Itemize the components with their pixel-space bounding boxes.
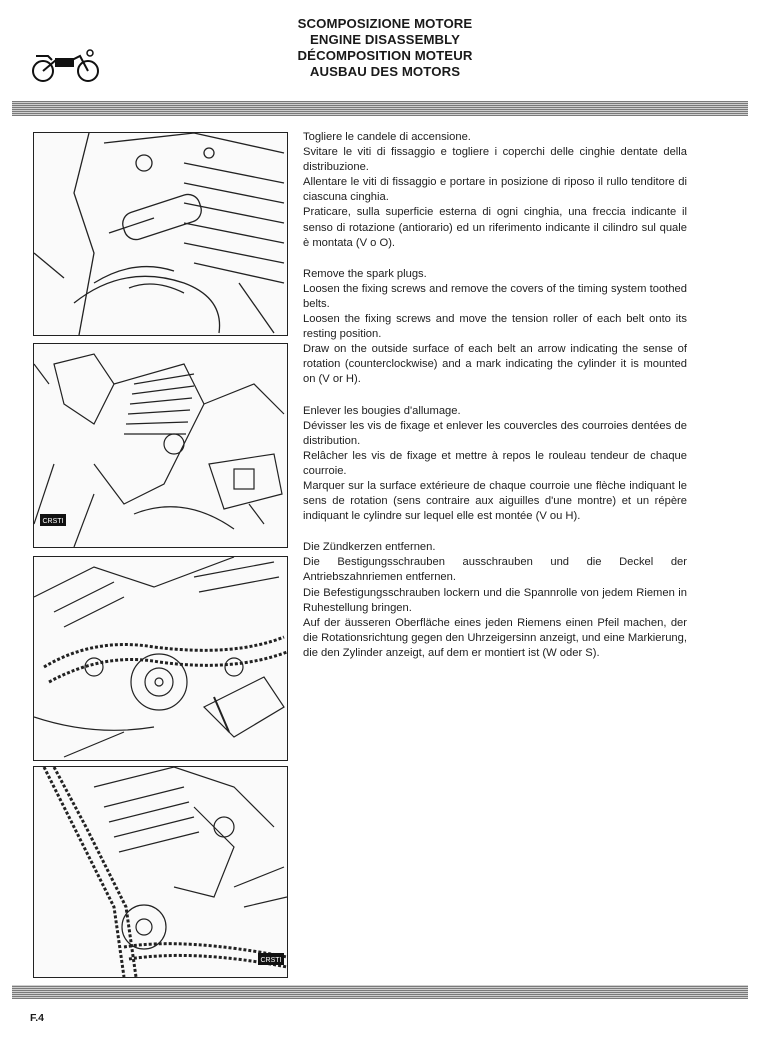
title-french: DÉCOMPOSITION MOTEUR: [297, 48, 473, 63]
it-line-4: Praticare, sulla superficie esterna di ogni cinghia, una freccia indicante il senso di rotazione (antiorario) ed un riferimento indicante il cilindro sul quale è montata (V o O).: [303, 206, 687, 249]
en-line-2: Loosen the fixing screws and remove the covers of the timing system toothed belts.: [303, 282, 687, 310]
de-line-4: Auf der äusseren Oberfläche eines jeden Riemens einen Pfeil machen, der die Rotationsrichtung gegen den Uhrzeigersinn anzeigt, und eine Markierung, die den Zylinder anzeigt, auf dem er montiert ist (W oder S).: [303, 616, 687, 659]
belt-cover-removal-figure: [34, 344, 287, 547]
it-line-3: Allentare le viti di fissaggio e portare in posizione di riposo il rullo tenditore di ciascuna cinghia.: [303, 176, 687, 204]
fr-line-2: Dévisser les vis de fixage et enlever les couvercles des courroies dentées de distribution.: [303, 419, 687, 447]
belt-marking-figure: [34, 767, 287, 977]
title-german: AUSBAU DES MOTORS: [309, 64, 461, 79]
title-english: ENGINE DISASSEMBLY: [309, 32, 461, 47]
de-line-1: Die Zündkerzen entfernen.: [303, 541, 436, 554]
figure-tag-2: CRSTI: [42, 518, 64, 525]
motorcycle-logo: [30, 48, 102, 84]
figure-belt-cover-removal: [33, 343, 288, 548]
de-line-2: Die Bestigungsschrauben ausschrauben und die Deckel der Antriebszahnriemen entfernen.: [303, 556, 687, 584]
motorcycle-icon: [30, 48, 102, 84]
footer-divider-band: [12, 985, 748, 999]
figure-tag-4: CRSTI: [260, 957, 282, 964]
figure-belt-marking: [33, 766, 288, 978]
fr-line-3: Relâcher les vis de fixage et mettre à repos le rouleau tendeur de chaque courroie.: [303, 449, 687, 477]
de-line-3: Die Befestigungsschrauben lockern und die Spannrolle von jedem Riemen in Ruhestellung bringen.: [303, 586, 687, 614]
tension-roller-figure: [34, 557, 287, 760]
en-line-1: Remove the spark plugs.: [303, 267, 427, 280]
title-italian: SCOMPOSIZIONE MOTORE: [297, 16, 473, 31]
spark-plug-removal-figure: [34, 133, 287, 335]
page-header: [240, 16, 530, 80]
figure-tension-roller: [33, 556, 288, 761]
page-number: F.4: [30, 1012, 45, 1024]
section-german: [303, 540, 687, 661]
instruction-text: [303, 130, 687, 677]
fr-line-4: Marquer sur la surface extérieure de chaque courroie une flèche indiquant le sens de rotation (sens contraire aux aiguilles d'une montre) et un répère indiquant le cylindre sur lequel elle est montée (V ou H).: [303, 479, 687, 523]
figure-spark-plug-removal: [33, 132, 288, 336]
it-line-2: Svitare le viti di fissaggio e togliere i coperchi delle cinghie dentate della distribuzione.: [303, 146, 687, 174]
it-line-1: Togliere le candele di accensione.: [303, 131, 471, 143]
fr-line-1: Enlever les bougies d'allumage.: [303, 404, 461, 417]
en-line-4: Draw on the outside surface of each belt an arrow indicating the sense of rotation (counterclockwise) and a mark indicating the cylinder it is mounted on (V or H).: [303, 343, 687, 386]
section-italian: [303, 130, 687, 251]
section-french: [303, 404, 687, 525]
section-english: [303, 267, 687, 388]
en-line-3: Loosen the fixing screws and move the tension roller of each belt onto its resting position.: [303, 313, 687, 341]
header-divider-band: [12, 101, 748, 116]
